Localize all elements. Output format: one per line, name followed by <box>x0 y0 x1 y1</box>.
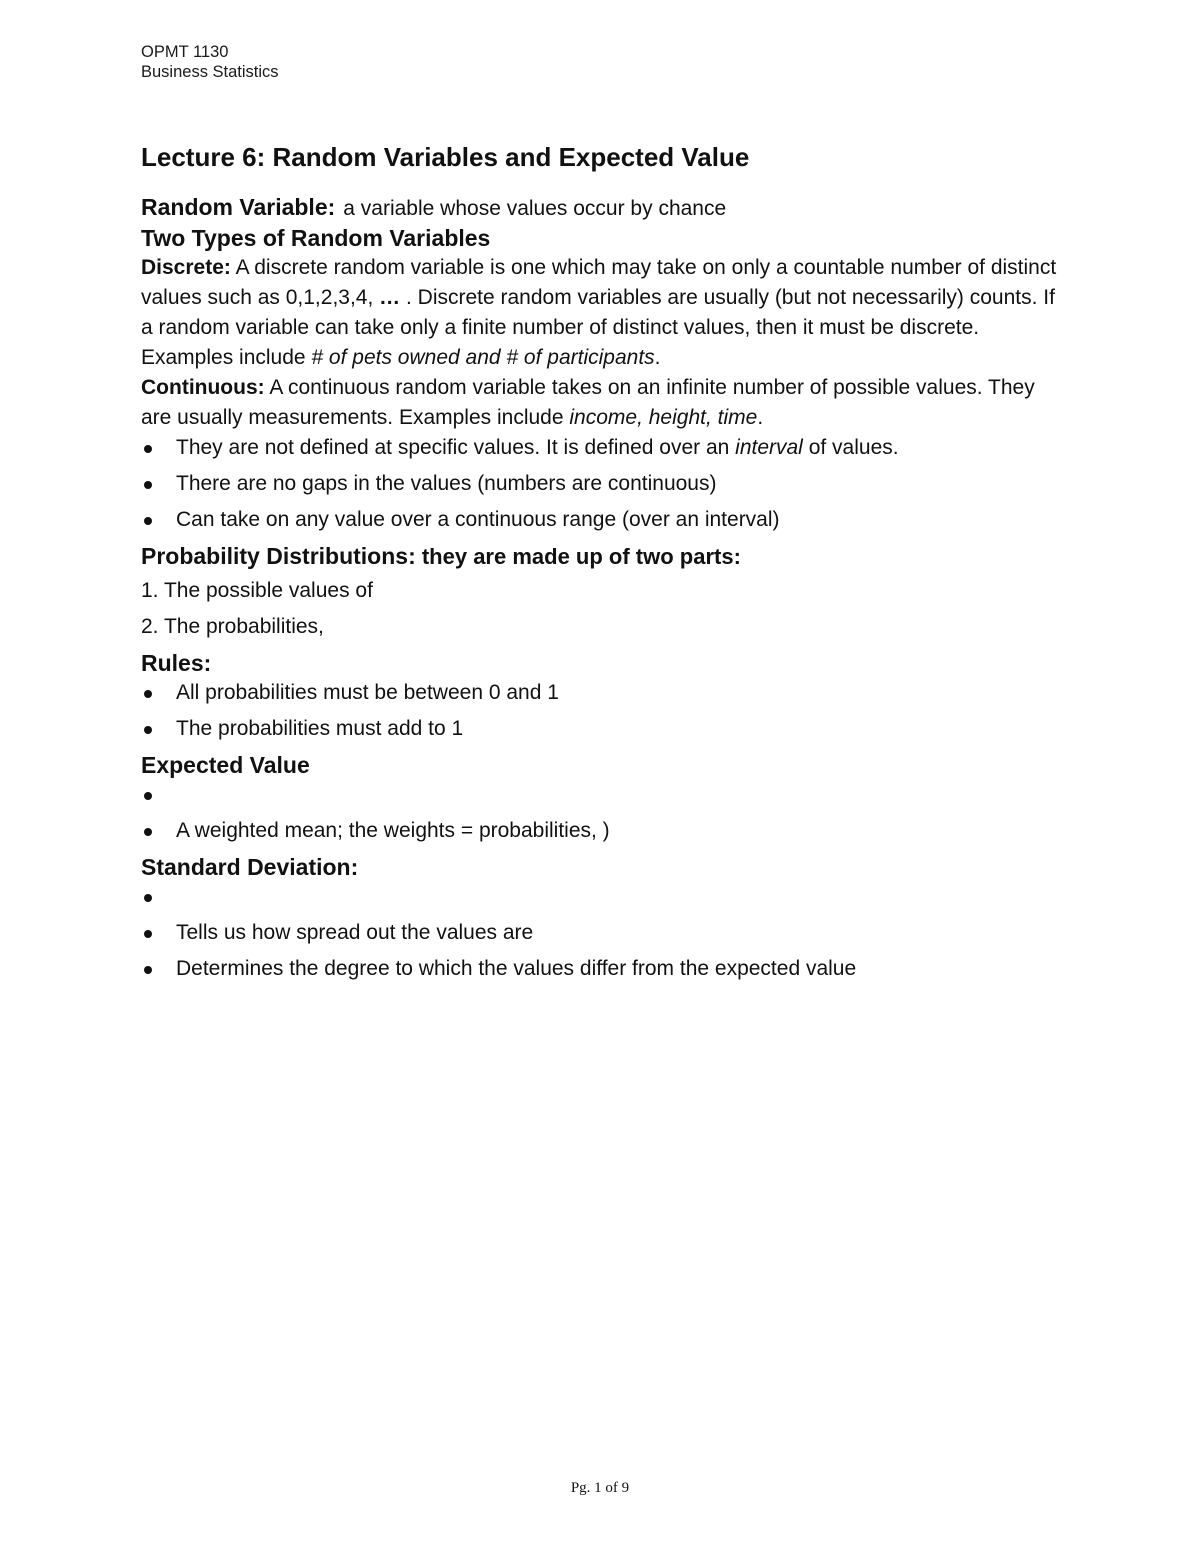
bullet-dot-icon <box>144 894 152 902</box>
probability-distributions-rest: they are made up of two parts: <box>415 544 741 569</box>
random-variable-term: Random Variable: <box>141 194 336 220</box>
list-item <box>141 882 1061 912</box>
page-number: Pg. 1 of 9 <box>570 1480 630 1496</box>
rules-bullet-list <box>141 678 1061 744</box>
continuous-bullet-list <box>141 433 1061 535</box>
bullet-dot-icon <box>144 930 152 938</box>
bullet-dot-icon <box>144 445 152 453</box>
discrete-paragraph <box>141 253 1061 373</box>
list-item: 2. The probabilities, <box>141 615 324 638</box>
list-item: All probabilities must be between 0 and 1 <box>141 678 1061 708</box>
continuous-text-1: A continuous random variable takes on an infinite number of possible values. They are usually measurements. Examples include <box>141 376 1035 429</box>
bullet-dot-icon <box>144 792 152 800</box>
course-name: Business Statistics <box>141 63 279 81</box>
standard-deviation-bullet-list <box>141 882 1061 984</box>
probability-distributions-heading <box>141 541 1061 572</box>
bullet-dot-icon <box>144 481 152 489</box>
list-item: There are no gaps in the values (numbers are continuous) <box>141 469 1061 499</box>
discrete-ellipsis: … <box>379 286 401 309</box>
lecture-title: Lecture 6: Random Variables and Expected Value <box>141 142 750 172</box>
expected-value-heading: Expected Value <box>141 752 310 778</box>
discrete-term: Discrete: <box>141 256 231 279</box>
bullet-dot-icon <box>144 690 152 698</box>
list-item: A weighted mean; the weights = probabilities, ) <box>141 816 1061 846</box>
course-code: OPMT 1130 <box>141 43 229 61</box>
list-item: Determines the degree to which the values differ from the expected value <box>141 954 1061 984</box>
discrete-text-3: . <box>654 346 661 369</box>
probability-parts-list <box>141 576 1061 642</box>
random-variable-definition <box>141 193 1061 223</box>
discrete-text-2: . Discrete random variables are usually (but not necessarily) counts. If a random variable can take only a finite number of distinct values, then it must be discrete. Examples include <box>141 286 1055 369</box>
page-header <box>141 42 279 82</box>
continuous-term: Continuous: <box>141 376 265 399</box>
page-content <box>141 140 1061 990</box>
list-item: Can take on any value over a continuous range (over an interval) <box>141 505 1061 535</box>
bullet-dot-icon <box>144 966 152 974</box>
types-heading: Two Types of Random Variables <box>141 225 491 251</box>
list-item: The probabilities must add to 1 <box>141 714 1061 744</box>
continuous-paragraph <box>141 373 1061 433</box>
list-item <box>141 780 1061 810</box>
random-variable-text: a variable whose values occur by chance <box>343 197 727 220</box>
continuous-examples: income, height, time <box>569 406 758 429</box>
bullet-dot-icon <box>144 828 152 836</box>
expected-value-bullet-list <box>141 780 1061 846</box>
standard-deviation-heading: Standard Deviation: <box>141 854 359 880</box>
discrete-examples: # of pets owned and # of participants <box>311 346 655 369</box>
list-item: They are not defined at specific values. It is defined over an interval of values. <box>141 433 1061 463</box>
list-item: Tells us how spread out the values are <box>141 918 1061 948</box>
list-item: 1. The possible values of <box>141 579 373 602</box>
discrete-text-1: A discrete random variable is one which may take on only a countable number of distinct values such as 0,1,2,3,4, <box>141 256 1057 309</box>
probability-distributions-term: Probability Distributions: <box>141 543 416 569</box>
bullet-dot-icon <box>144 517 152 525</box>
continuous-text-2: . <box>757 406 764 429</box>
rules-heading: Rules: <box>141 650 212 676</box>
bullet-dot-icon <box>144 726 152 734</box>
